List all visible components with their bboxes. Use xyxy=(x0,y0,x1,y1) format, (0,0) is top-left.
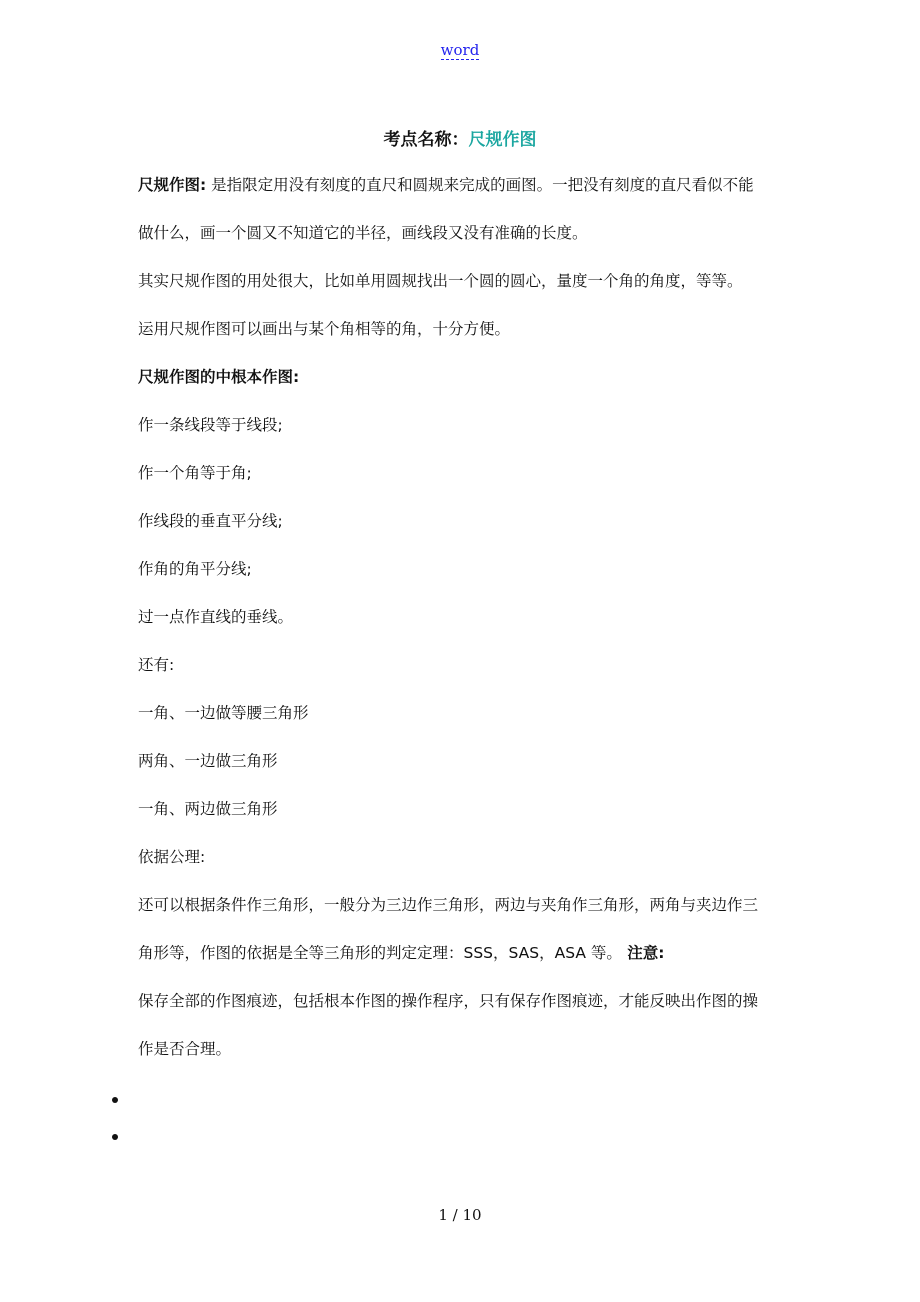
paragraph-line xyxy=(138,941,664,965)
paragraph-line: 其实尺规作图的用处很大，比如单用圆规找出一个圆的圆心，量度一个角的角度，等等。 xyxy=(138,272,743,290)
list-item: 作角的角平分线; xyxy=(138,560,252,578)
list-item: 作一个角等于角; xyxy=(138,464,252,482)
bullet-icon xyxy=(112,1097,118,1103)
section-heading: 尺规作图的中根本作图: xyxy=(138,368,300,386)
list-item: 作一条线段等于线段; xyxy=(138,416,283,434)
title-topic: 尺规作图 xyxy=(468,130,537,150)
list-item: 一角、两边做三角形 xyxy=(138,800,278,818)
header-link[interactable]: word xyxy=(440,41,480,59)
term-separator: : xyxy=(200,176,207,194)
page-number: 1 / 10 xyxy=(438,1206,482,1224)
paragraph-line: 做什么，画一个圆又不知道它的半径，画线段又没有准确的长度。 xyxy=(138,224,588,242)
text: 角形等，作图的依据是全等三角形的判定定理：SSS，SAS，ASA 等。 xyxy=(138,944,622,962)
paragraph-line: 依据公理: xyxy=(138,848,206,866)
paragraph-line: 还可以根据条件作三角形，一般分为三边作三角形，两边与夹角作三角形，两角与夹边作三 xyxy=(138,896,759,914)
page-title xyxy=(0,125,920,150)
list-item: 作线段的垂直平分线; xyxy=(138,512,283,530)
note-label: 注意: xyxy=(621,944,665,962)
paragraph-line xyxy=(138,173,754,197)
title-prefix: 考点名称： xyxy=(383,130,469,150)
bullet-icon xyxy=(112,1134,118,1140)
list-item: 一角、一边做等腰三角形 xyxy=(138,704,309,722)
text: 是指限定用没有刻度的直尺和圆规来完成的画图。一把没有刻度的直尺看似不能 xyxy=(206,176,754,194)
paragraph-line: 还有: xyxy=(138,656,175,674)
page-header xyxy=(0,41,920,59)
paragraph-line: 作是否合理。 xyxy=(138,1040,232,1058)
list-item: 过一点作直线的垂线。 xyxy=(138,608,294,626)
paragraph-line: 运用尺规作图可以画出与某个角相等的角，十分方便。 xyxy=(138,320,511,338)
paragraph-line: 保存全部的作图痕迹，包括根本作图的操作程序，只有保存作图痕迹，才能反映出作图的操 xyxy=(138,992,759,1010)
list-item: 两角、一边做三角形 xyxy=(138,752,278,770)
term: 尺规作图 xyxy=(138,176,201,194)
